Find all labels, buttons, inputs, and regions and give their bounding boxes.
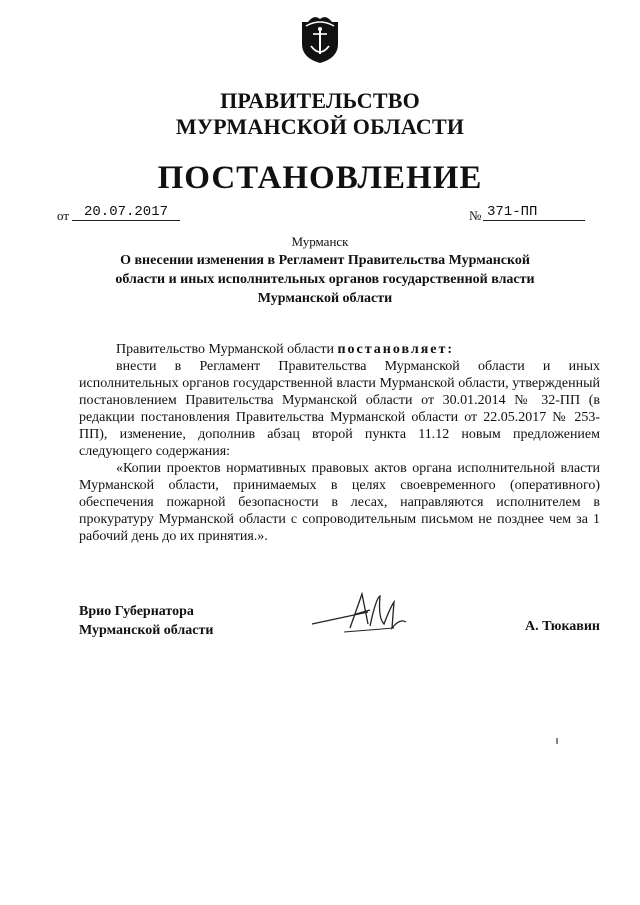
- decree-word: постановляет:: [337, 342, 455, 357]
- document-date: 20.07.2017: [72, 204, 180, 221]
- scan-mark: [556, 738, 558, 744]
- number-label: №: [469, 208, 482, 223]
- city: Мурманск: [291, 234, 349, 249]
- signatory-title: [79, 602, 213, 640]
- body-paragraph-1: внести в Регламент Правительства Мурманской области и иных исполнительных органов государственной власти Мурманской области, утвержденный постановлением Правительства Мурманской области от 30.01.2014 № 32-ПП (в редакции постановления Правительства Мурманской области от 22.05.2017 № 253-ПП), изменение, дополнив абзац второй пункта 11.12 новым предложением следующего содержания:: [79, 359, 600, 459]
- intro-text: Правительство Мурманской области: [116, 342, 334, 357]
- document-number: 371-ПП: [483, 204, 585, 221]
- org-name-line2: МУРМАНСКОЙ ОБЛАСТИ: [175, 114, 465, 139]
- handwritten-signature: [310, 588, 420, 648]
- org-name-line1: ПРАВИТЕЛЬСТВО: [220, 88, 420, 113]
- signatory-title-line1: Врио Губернатора: [79, 604, 194, 619]
- body-paragraph-2: «Копии проектов нормативных правовых актов органа исполнительной власти Мурманской области, принимаемых в целях своевременного (оперативного) обеспечения пожарной безопасности в лесах, направляются исполнителем в прокуратуру Мурманской области с сопроводительным письмом не позднее чем за 1 рабочий день до их принятия.».: [79, 461, 600, 544]
- date-label: от: [57, 208, 70, 223]
- coat-of-arms-icon: [300, 14, 340, 64]
- signatory-name: А. Тюкавин: [525, 619, 600, 634]
- intro-paragraph: [79, 341, 600, 358]
- document-type: ПОСТАНОВЛЕНИЕ: [157, 160, 483, 196]
- document-body: [79, 341, 600, 545]
- signatory-title-line2: Мурманской области: [79, 623, 214, 638]
- document-subject: О внесении изменения в Регламент Правительства Мурманской области и иных исполнительных органов государственной власти Мурманской области: [115, 253, 535, 306]
